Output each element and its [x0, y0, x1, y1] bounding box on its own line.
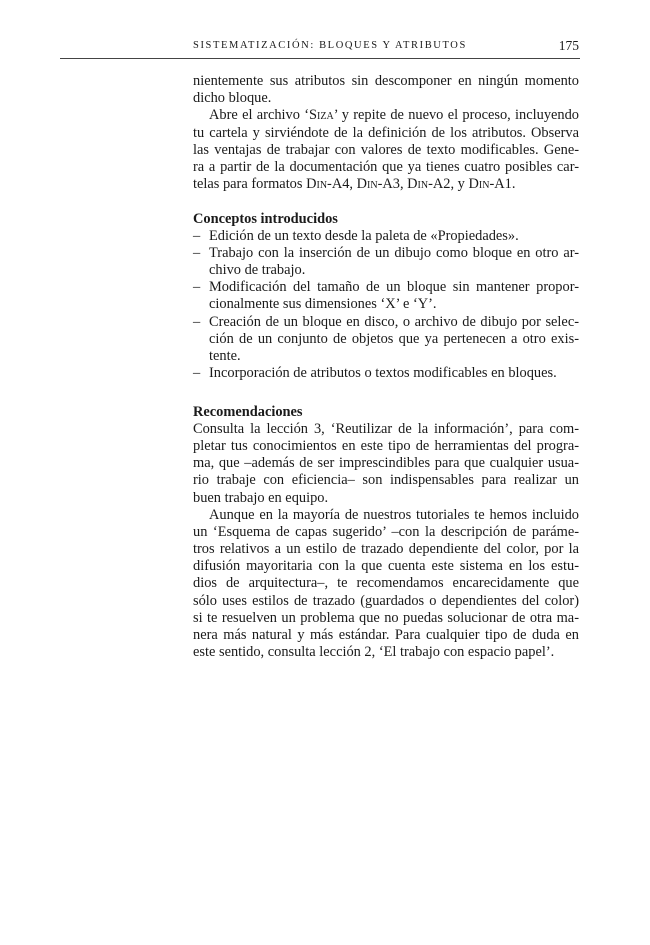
text-line: Abre el archivo ‘Siza’ y repite de nuevo el proceso, incluyendo [209, 107, 579, 124]
text-line: buen trabajo en equipo. [193, 489, 329, 506]
list-item-cont: ción de un conjunto de objetos que ya pertenecen a otro exis- [209, 330, 579, 347]
running-head: SISTEMATIZACIÓN: BLOQUES Y ATRIBUTOS [193, 40, 467, 51]
page-number: 175 [558, 38, 579, 53]
list-item: – Trabajo con la inserción de un dibujo como bloque en otro ar- [193, 244, 579, 261]
text-line: un ‘Esquema de capas sugerido’ –con la descripción de paráme- [193, 523, 579, 540]
list-item-cont: tente. [209, 348, 241, 364]
text-line: dicho bloque. [193, 90, 272, 107]
text-line: Aunque en la mayoría de nuestros tutoriales te hemos incluido [209, 506, 579, 523]
dash-bullet: – [193, 279, 201, 296]
text-line: sólo uses estilos de trazado (guardados o dependientes del color) [193, 592, 579, 609]
list-item: – Edición de un texto desde la paleta de «Propiedades». [193, 227, 519, 244]
dash-bullet: – [193, 244, 201, 261]
list-item-cont: chivo de trabajo. [209, 262, 306, 279]
dash-bullet: – [193, 365, 201, 382]
header-rule [60, 58, 580, 59]
text-line: nera más natural y más estándar. Para cualquier tipo de duda en [193, 627, 579, 643]
spacer [193, 193, 579, 210]
text-line: tu cartela y sirviéndote de la definición de los atributos. Observa [193, 124, 579, 141]
list-item: – Incorporación de atributos o textos modificables en bloques. [193, 365, 557, 382]
dash-bullet: – [193, 313, 201, 330]
text-line: difusión mayoritaria con la que cuenta este sistema en los estu- [193, 558, 579, 575]
list-item: – Modificación del tamaño de un bloque sin mantener propor- [193, 279, 579, 296]
text-line: rio trabaje con eficiencia– son indispensables para realizar un [193, 472, 579, 489]
text-line: tros relativos a un estilo de trazado dependiente del color, por la [193, 541, 579, 558]
text-line: dios de arquitectura–, te recomendamos encarecidamente que [193, 575, 579, 592]
text-line: nientemente sus atributos sin descomponer en ningún momento [193, 73, 579, 89]
text-line: Consulta la lección 3, ‘Reutilizar de la información’, para com- [193, 420, 579, 437]
page-header [193, 40, 579, 60]
text-line: ra a partir de la documentación que ya tienes cuatro posibles car- [193, 158, 579, 175]
section-heading-conceptos: Conceptos introducidos [193, 210, 338, 227]
list-item: – Creación de un bloque en disco, o archivo de dibujo por selec- [193, 313, 579, 330]
list-item-cont: cionalmente sus dimensiones ‘X’ e ‘Y’. [209, 296, 437, 313]
text-line: si te resuelven un problema que no puedas solucionar de otra ma- [193, 609, 579, 626]
page-body [193, 73, 579, 661]
spacer [193, 382, 579, 399]
text-line: pletar tus conocimientos en este tipo de herramientas del progra- [193, 437, 579, 454]
text-line: las ventajas de trabajar con valores de texto modificables. Gene- [193, 141, 579, 158]
text-line: este sentido, consulta lección 2, ‘El trabajo con espacio papel’. [193, 644, 555, 661]
text-line: telas para formatos Din-A4, Din-A3, Din-A2, y Din-A1. [193, 176, 516, 193]
section-heading-recomendaciones: Recomendaciones [193, 403, 303, 420]
dash-bullet: – [193, 227, 201, 244]
text-line: ma, que –además de ser imprescindibles para que cualquier usua- [193, 455, 579, 472]
